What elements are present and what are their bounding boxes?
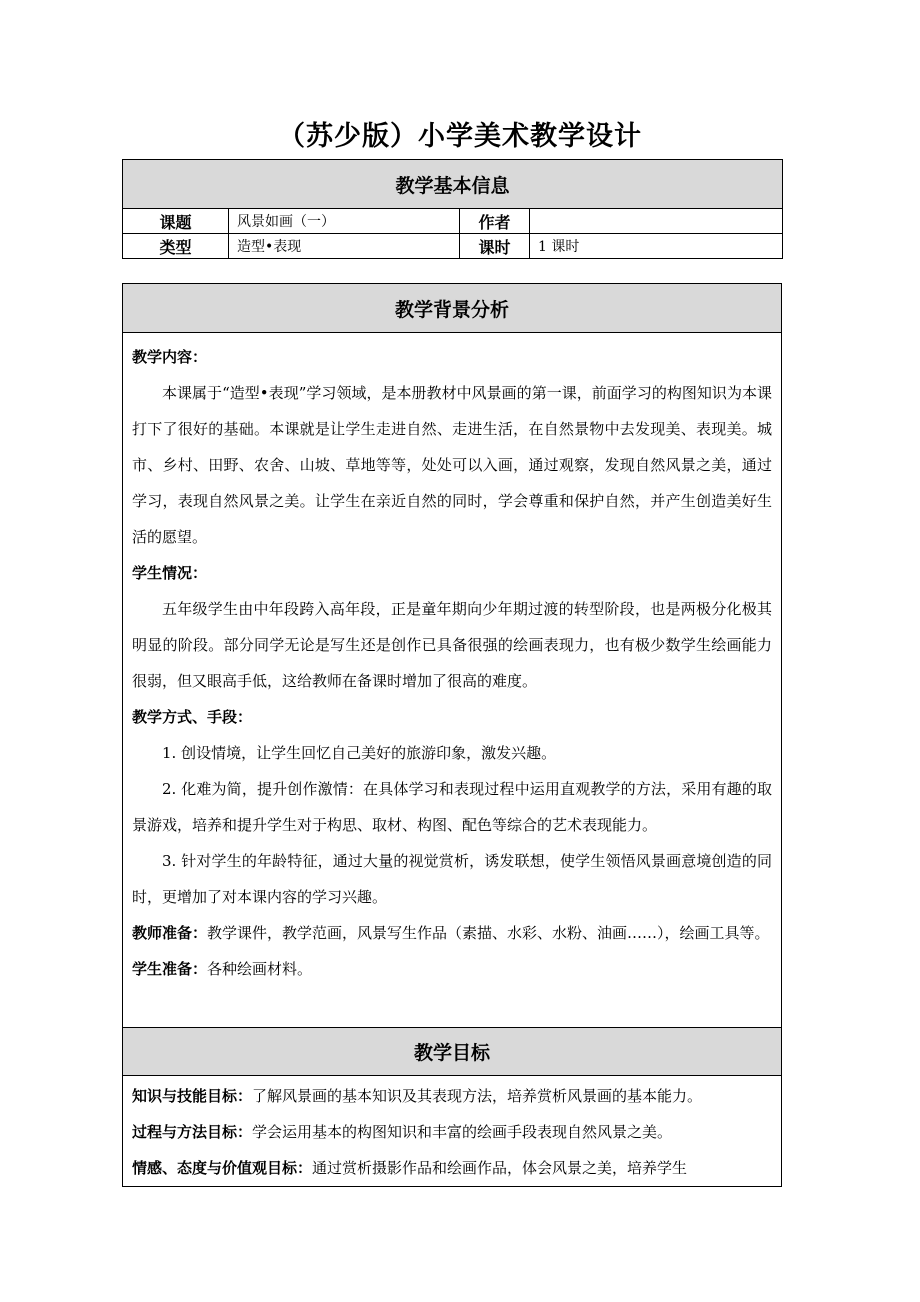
student-prep xyxy=(132,951,772,987)
method-item-2: 2. 化难为简，提升创作激情：在具体学习和表现过程中运用直观教学的方法，采用有趣的取景游戏，培养和提升学生对于构思、取材、构图、配色等综合的艺术表现能力。 xyxy=(132,780,772,834)
student-prep-label: 学生准备： xyxy=(132,960,208,978)
hours-value: 1 课时 xyxy=(530,234,783,259)
emotion-text: 通过赏析摄影作品和绘画作品，体会风景之美，培养学生 xyxy=(312,1159,688,1177)
analysis-table xyxy=(122,283,782,1187)
objectives-body xyxy=(123,1076,782,1187)
document-title: （苏少版）小学美术教学设计 xyxy=(278,121,642,152)
author-label: 作者 xyxy=(460,209,530,234)
teacher-prep xyxy=(132,915,772,951)
type-label: 类型 xyxy=(123,234,229,259)
process-label: 过程与方法目标： xyxy=(132,1123,253,1141)
teacher-prep-text: 教学课件，教学范画，风景写生作品（素描、水彩、水粉、油画……），绘画工具等。 xyxy=(207,924,770,942)
type-value: 造型•表现 xyxy=(229,234,460,259)
method-item-3: 3. 针对学生的年龄特征，通过大量的视觉赏析，诱发联想，使学生领悟风景画意境创造的同时，更增加了对本课内容的学习兴趣。 xyxy=(132,852,772,906)
background-body xyxy=(123,333,782,1028)
student-prep-text: 各种绘画材料。 xyxy=(207,960,313,978)
content-text: 本课属于“造型•表现”学习领域，是本册教材中风景画的第一课，前面学习的构图知识为本课打下了很好的基础。本课就是让学生走进自然、走进生活，在自然景物中去发现美、表现美。城市、乡村、田野、农舍、山坡、草地等等，处处可以入画，通过观察，发现自然风景之美，通过学习，表现自然风景之美。让学生在亲近自然的同时，学会尊重和保护自然，并产生创造美好生活的愿望。 xyxy=(132,384,772,546)
students-label: 学生情况： xyxy=(132,564,208,582)
students-text: 五年级学生由中年段跨入高年段，正是童年期向少年期过渡的转型阶段，也是两极分化极其明显的阶段。部分同学无论是写生还是创作已具备很强的绘画表现力，也有极少数学生绘画能力很弱，但又眼高手低，这给教师在备课时增加了很高的难度。 xyxy=(132,600,772,690)
topic-label: 课题 xyxy=(123,209,229,234)
emotion-objective xyxy=(132,1150,772,1186)
methods-label: 教学方式、手段： xyxy=(132,708,253,726)
knowledge-objective xyxy=(132,1078,772,1114)
teacher-prep-label: 教师准备： xyxy=(132,924,208,942)
basic-info-table xyxy=(122,159,783,259)
knowledge-label: 知识与技能目标： xyxy=(132,1087,253,1105)
objectives-header: 教学目标 xyxy=(123,1028,782,1076)
emotion-label: 情感、态度与价值观目标： xyxy=(132,1159,313,1177)
process-objective xyxy=(132,1114,772,1150)
method-item-1: 1. 创设情境，让学生回忆自己美好的旅游印象，激发兴趣。 xyxy=(162,744,557,762)
knowledge-text: 了解风景画的基本知识及其表现方法，培养赏析风景画的基本能力。 xyxy=(252,1087,703,1105)
content-label: 教学内容： xyxy=(132,348,208,366)
background-header: 教学背景分析 xyxy=(123,284,782,333)
hours-label: 课时 xyxy=(460,234,530,259)
process-text: 学会运用基本的构图知识和丰富的绘画手段表现自然风景之美。 xyxy=(252,1123,673,1141)
basic-info-header: 教学基本信息 xyxy=(123,160,783,209)
topic-value: 风景如画（一） xyxy=(229,209,460,234)
author-value xyxy=(530,209,783,234)
